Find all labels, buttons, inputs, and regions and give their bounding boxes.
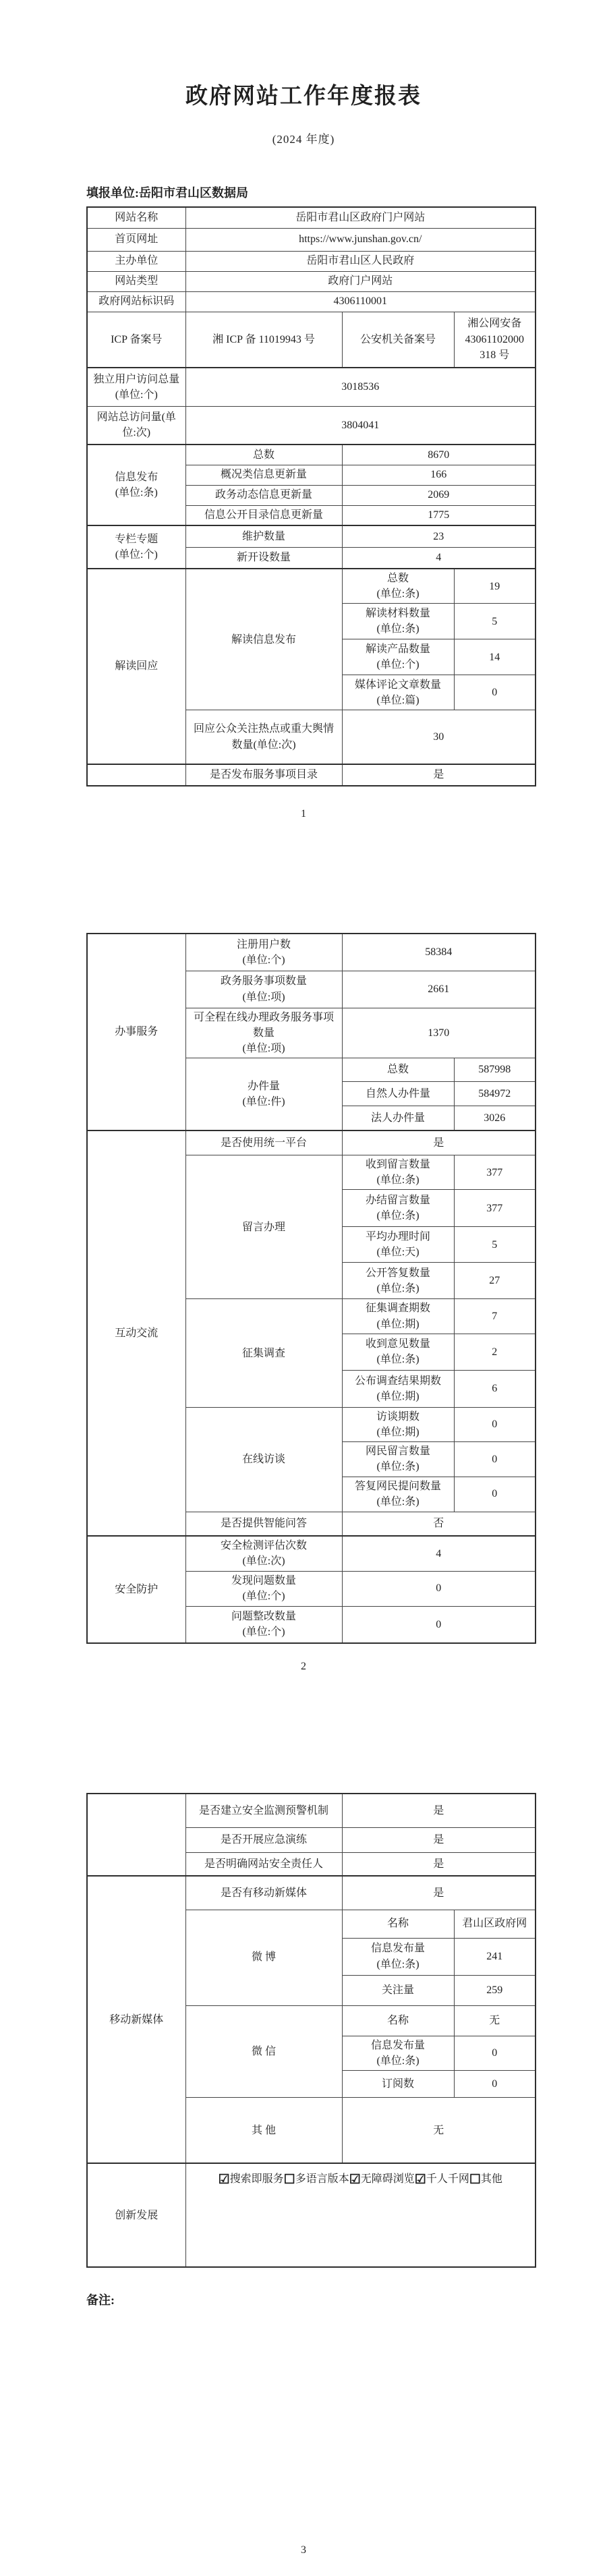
row-value-cell: https://www.junshan.gov.cn/ [185,228,536,251]
row-label-cell: 维护数量 [185,525,342,547]
checkbox-item [469,2173,502,2185]
row-value-cell: 2661 [342,971,536,1008]
row-unit: (单位:条) [376,1282,420,1294]
row-value-cell: 岳阳市君山区人民政府 [185,251,536,271]
row-value-cell: 是 [342,1794,536,1827]
icp-label-cell: ICP 备案号 [87,312,185,368]
row-value-cell: 0 [342,1606,536,1643]
row-label-cell: 总数 [342,1058,454,1082]
row-value-cell: 无 [454,2005,536,2036]
row-label: 解读材料数量 [365,608,430,620]
row-value-cell: 0 [454,1407,536,1441]
subgroup-cell-surveys: 征集调查 [185,1299,342,1407]
row-value-cell: 5 [454,1227,536,1263]
row-unit: (单位:期) [376,1318,420,1330]
row-value-cell: 377 [454,1190,536,1227]
row-value-cell: 2069 [342,485,536,505]
row-label: 收到意见数量 [365,1338,430,1350]
row-label: 发现问题数量 [231,1574,296,1586]
row-label-cell: 信息公开目录信息更新量 [185,505,342,525]
row-label-cell: 政府网站标识码 [87,291,185,312]
checkbox-checked-icon: ☑ [349,2173,361,2187]
row-label-cell [342,675,454,710]
row-value-cell: 0 [454,2070,536,2097]
page-number: 1 [301,808,306,820]
row-value-cell: 58384 [342,934,536,971]
row-value-cell: 0 [454,675,536,710]
row-value-cell: 0 [454,2036,536,2070]
row-label-cell: 网站类型 [87,271,185,291]
group-unit: (单位:个) [115,549,158,561]
row-label-cell [342,1190,454,1227]
row-label: 注册用户数 [236,938,291,950]
report-table-page3 [86,1793,536,2268]
checkbox-label: 千人千网 [426,2173,469,2185]
row-value-cell: 14 [454,639,536,675]
row-label-cell [342,1938,454,1975]
row-label-cell: 网站名称 [87,207,185,228]
row-label-cell: 是否建立安全监测预警机制 [185,1794,342,1827]
row-label-cell: 概况类信息更新量 [185,465,342,485]
row-unit: (单位:天) [376,1247,420,1259]
row-value-cell: 1775 [342,505,536,525]
row-label-cell: 是否提供智能问答 [185,1512,342,1536]
row-unit: (单位:条) [376,623,420,635]
row-value-cell: 587998 [454,1058,536,1082]
row-label-cell: 订阅数 [342,2070,454,2097]
row-label-cell [185,1536,342,1571]
subgroup-cell-messages: 留言办理 [185,1155,342,1299]
row-label: 媒体评论文章数量 [354,679,441,691]
row-unit: (单位:条) [376,1354,420,1366]
police-record-value-cell [454,312,536,368]
row-label-cell: 总数 [185,445,342,465]
row-value-cell: 0 [454,1477,536,1512]
row-unit: (单位:个) [242,954,285,966]
row-label: 网民留言数量 [365,1446,430,1458]
row-unit: (单位:期) [376,1390,420,1402]
row-value-cell: 1370 [342,1008,536,1058]
row-label-cell [342,569,454,604]
group-label: 信息发布 [115,471,158,483]
group-cell-interpretation: 解读回应 [87,569,185,764]
row-unit: (单位:条) [376,588,420,600]
checkbox-label: 其他 [480,2173,502,2185]
row-unit: (单位:条) [376,1174,420,1186]
checkbox-label: 无障碍浏览 [360,2173,415,2185]
row-label-cell: 是否有移动新媒体 [185,1876,342,1910]
row-label: 安全检测评估次数 [220,1540,307,1552]
row-label-cell: 是否发布服务事项目录 [185,764,342,786]
group-cell-innovation: 创新发展 [87,2163,185,2267]
row-value-cell: 岳阳市君山区政府门户网站 [185,207,536,228]
subgroup-cell-case-volume [185,1058,342,1130]
row-value-cell: 0 [342,1571,536,1606]
row-label-cell: 其 他 [185,2097,342,2163]
page-number: 3 [301,2544,306,2556]
row-label-cell [342,639,454,675]
row-label-cell: 回应公众关注热点或重大舆情数量(单位:次) [185,710,342,764]
checkbox-unchecked-icon: ☐ [469,2173,481,2187]
row-value-cell: 4306110001 [185,291,536,312]
checkbox-item [284,2173,349,2185]
row-value-cell: 政府门户网站 [185,271,536,291]
group-label: 办件量 [247,1080,280,1092]
subgroup-cell-weibo: 微 博 [185,1910,342,2005]
group-cell-info-release [87,445,185,525]
report-table-page1 [86,206,536,786]
report-table-page2 [86,933,536,1644]
row-label-cell [342,1227,454,1263]
innovation-checklist-cell [185,2163,536,2267]
row-label-cell [342,1442,454,1477]
row-label-cell [185,1606,342,1643]
police-record-line2: 43061102000 [465,333,524,345]
row-value-cell: 5 [454,604,536,639]
row-label: 总数 [386,573,409,584]
checkbox-checked-icon: ☑ [414,2173,426,2187]
row-label-cell [185,934,342,971]
row-value-cell: 23 [342,525,536,547]
group-cell-new-media: 移动新媒体 [87,1876,185,2163]
row-unit: (单位:个) [242,1626,285,1638]
row-value-cell: 27 [454,1263,536,1299]
group-cell-interaction: 互动交流 [87,1130,185,1537]
subgroup-cell-wechat: 微 信 [185,2005,342,2097]
row-label: 征集调查期数 [365,1303,430,1315]
row-label-cell [185,971,342,1008]
group-label: 专栏专题 [115,533,158,545]
row-label: 收到留言数量 [365,1159,430,1171]
group-unit: (单位:条) [115,487,158,498]
group-unit: (单位:件) [242,1095,285,1108]
group-cell-empty [87,1794,185,1876]
row-label: 公布调查结果期数 [354,1375,441,1387]
row-unit: (单位:条) [376,1210,420,1222]
row-unit: (单位:条) [376,1958,420,1970]
row-label: 政务服务事项数量 [220,975,307,988]
row-unit: (单位:个) [242,1591,285,1603]
row-label: 信息发布量 [370,1943,425,1955]
checkbox-item [219,2173,284,2185]
row-value-cell: 0 [454,1442,536,1477]
row-label-cell: 法人办件量 [342,1106,454,1130]
row-value-cell: 3804041 [185,406,536,445]
row-label-cell: 主办单位 [87,251,185,271]
row-value-cell: 否 [342,1512,536,1536]
row-label: 访谈期数 [376,1410,420,1423]
row-label-cell [185,1571,342,1606]
row-label-cell: 新开设数量 [185,547,342,569]
row-value-cell: 君山区政府网 [454,1910,536,1938]
row-label-cell [342,2036,454,2070]
row-label-cell [342,1407,454,1441]
row-label-cell: 是否明确网站安全责任人 [185,1852,342,1876]
report-title: 政府网站工作年度报表 [185,84,422,109]
row-value-cell: 4 [342,547,536,569]
group-cell-security: 安全防护 [87,1536,185,1643]
row-unit: (单位:个) [376,659,420,671]
report-year: (2024 年度) [272,133,335,146]
row-label: 问题整改数量 [231,1611,296,1623]
checkbox-checked-icon: ☑ [218,2173,230,2187]
row-label: 解读产品数量 [365,643,430,656]
row-unit: (单位:条) [376,2055,420,2067]
reporting-unit: 填报单位:岳阳市君山区数据局 [86,186,248,200]
row-value-cell: 2 [454,1334,536,1370]
row-value-cell: 259 [454,1975,536,2005]
row-unit: (单位:项) [242,1042,285,1054]
row-label-cell: 网站总访问量(单位:次) [87,406,185,445]
checkbox-item [349,2173,415,2185]
checkbox-label: 搜索即服务 [229,2173,284,2185]
row-value-cell: 19 [454,569,536,604]
row-value-cell: 8670 [342,445,536,465]
row-value-cell: 7 [454,1299,536,1334]
notes-label: 备注: [86,2293,115,2307]
row-label-cell [342,1370,454,1407]
row-unit: (单位:条) [376,1461,420,1473]
row-label-cell: 政务动态信息更新量 [185,485,342,505]
row-label-cell: 独立用户访问总量(单位:个) [87,368,185,406]
row-value-cell: 是 [342,1130,536,1155]
row-unit: (单位:次) [242,1555,285,1568]
row-label-cell: 自然人办件量 [342,1082,454,1106]
row-value-cell: 377 [454,1155,536,1190]
police-record-line1: 湘公网安备 [467,318,522,330]
icp-value-cell: 湘 ICP 备 11019943 号 [185,312,342,368]
row-label-cell: 名称 [342,1910,454,1938]
subgroup-cell-interviews: 在线访谈 [185,1407,342,1512]
row-label: 公开答复数量 [365,1267,430,1279]
row-value-cell: 584972 [454,1082,536,1106]
row-value-cell: 是 [342,764,536,786]
row-value-cell: 3018536 [185,368,536,406]
row-value-cell: 无 [342,2097,536,2163]
row-label-cell: 名称 [342,2005,454,2036]
row-label: 答复网民提问数量 [354,1480,441,1492]
police-record-label-cell: 公安机关备案号 [342,312,454,368]
row-label-cell: 首页网址 [87,228,185,251]
row-value-cell: 241 [454,1938,536,1975]
checkbox-item [415,2173,469,2185]
row-value-cell: 是 [342,1827,536,1852]
row-value-cell: 30 [342,710,536,764]
row-label: 平均办理时间 [365,1231,430,1243]
police-record-line3: 318 号 [480,349,510,361]
page-number: 2 [301,1661,306,1672]
row-value-cell: 6 [454,1370,536,1407]
row-label-cell: 关注量 [342,1975,454,2005]
row-label-cell [342,1155,454,1190]
group-cell-special-columns [87,525,185,569]
row-value-cell: 是 [342,1876,536,1910]
row-unit: (单位:期) [376,1427,420,1438]
row-value-cell: 是 [342,1852,536,1876]
row-label-cell [342,1299,454,1334]
row-label: 信息发布量 [370,2039,425,2051]
row-label-cell [342,1334,454,1370]
row-label-cell [342,604,454,639]
checkbox-label: 多语言版本 [295,2173,349,2185]
subgroup-cell-interpretation-release: 解读信息发布 [185,569,342,710]
row-unit: (单位:篇) [376,694,420,706]
checkbox-unchecked-icon: ☐ [283,2173,295,2187]
row-label-cell [185,1008,342,1058]
row-label: 可全程在线办理政务服务事项数量 [193,1011,334,1039]
row-unit: (单位:条) [376,1496,420,1508]
row-label-cell [342,1477,454,1512]
row-unit: (单位:项) [242,991,285,1003]
row-label-cell: 是否开展应急演练 [185,1827,342,1852]
group-cell-empty [87,764,185,786]
row-label: 办结留言数量 [365,1195,430,1207]
group-cell-services: 办事服务 [87,934,185,1130]
row-label-cell: 是否使用统一平台 [185,1130,342,1155]
row-value-cell: 166 [342,465,536,485]
row-value-cell: 3026 [454,1106,536,1130]
row-label-cell [342,1263,454,1299]
row-value-cell: 4 [342,1536,536,1571]
